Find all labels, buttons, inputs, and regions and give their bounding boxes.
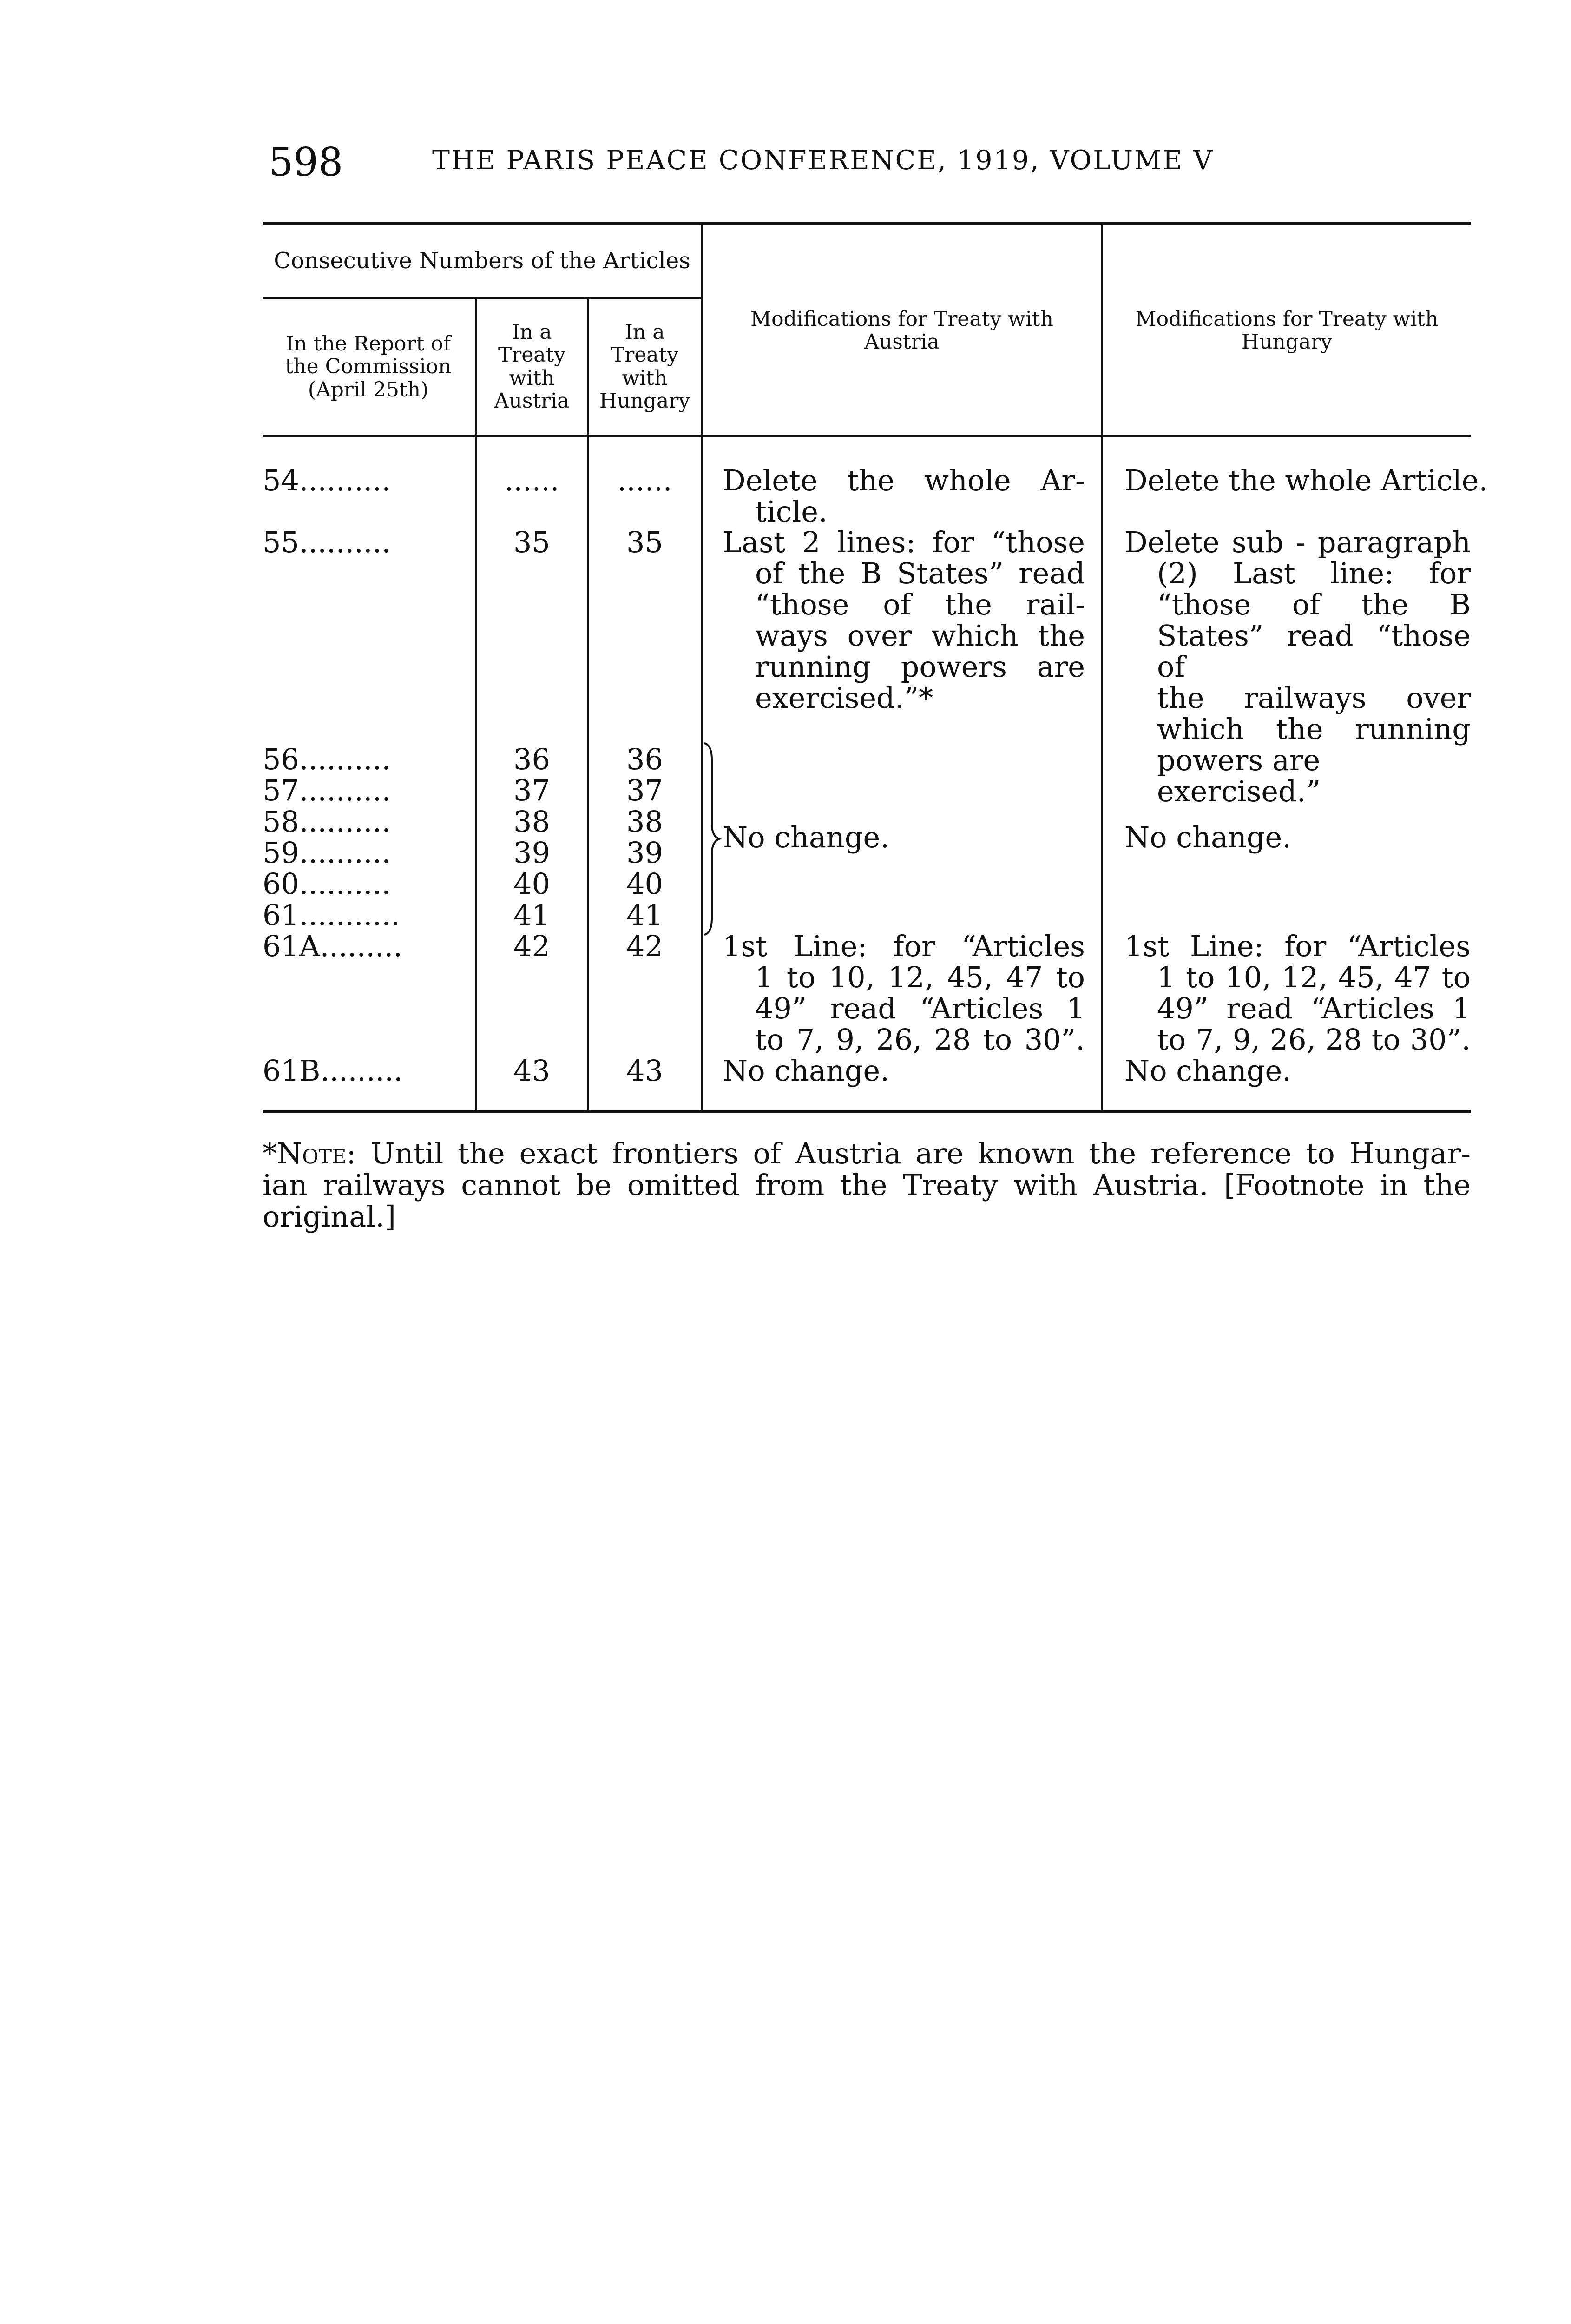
article-number [263, 1055, 403, 1086]
header-report-line: In the Report of [285, 332, 451, 356]
col-divider-hungary [701, 223, 703, 1111]
grouping-brace [701, 741, 724, 937]
table-top-rule [263, 222, 1471, 225]
header-mod-hungary [1103, 308, 1471, 354]
dot-leader: ......... [320, 929, 403, 963]
austria-number: 35 [513, 525, 550, 559]
mod-line: 1st Line: for “Articles [723, 929, 1085, 963]
article-number [263, 899, 400, 931]
table-bottom-rule [263, 1110, 1471, 1113]
col-divider-austria [587, 297, 589, 1111]
mod-line: ways over which the [755, 619, 1085, 653]
mod-line: Delete the whole Ar- [723, 463, 1085, 497]
dot-leader: ......... [320, 1054, 403, 1088]
footnote-line: ian railways cannot be omitted from the Treaty with Austria. [Footnote in the [263, 1168, 1471, 1202]
hungary-number: 41 [626, 898, 663, 932]
hungary-number: 37 [626, 773, 663, 807]
article-number-value: 61 [263, 898, 299, 932]
header-report-line: the Commission [285, 355, 452, 379]
article-number [263, 527, 391, 558]
footnote-text: Until the exact frontiers of Austria are known the reference to Hungar- [370, 1136, 1471, 1170]
mod-line: “those of the B [1157, 588, 1471, 621]
header-hungary-line: In a [624, 320, 665, 344]
article-number-value: 60 [263, 867, 299, 901]
article-number-value: 57 [263, 773, 299, 807]
hungary-number: ...... [617, 463, 672, 497]
header-mod-austria-line: Austria [864, 330, 940, 354]
article-number-value: 58 [263, 805, 299, 838]
mod-austria-art61a [723, 931, 1085, 1055]
header-mod-austria [703, 308, 1101, 354]
mod-line: the railways over [1157, 681, 1471, 715]
footnote-line: *Note: Until the exact frontiers of Austria are known the reference to Hungar- [263, 1136, 1471, 1170]
mod-austria-art55 [723, 527, 1085, 713]
dot-leader: .......... [299, 773, 391, 807]
mod-hungary-grouped: No change. [1124, 820, 1291, 854]
austria-number: 39 [513, 836, 550, 870]
footnote-label: Note [277, 1136, 347, 1170]
header-hungary-line: Hungary [599, 389, 690, 413]
austria-number: 36 [513, 742, 550, 776]
mod-line: (2) Last line: for [1157, 556, 1471, 590]
mod-austria-grouped: No change. [723, 820, 889, 854]
austria-number: ...... [504, 463, 559, 497]
header-austria-line: Austria [494, 389, 570, 413]
dot-leader: ........... [299, 898, 400, 932]
article-number [263, 744, 391, 775]
mod-line: of the B States” read [755, 556, 1085, 590]
article-number [263, 931, 402, 962]
article-number-value: 61B [263, 1054, 321, 1088]
header-mod-hungary-line: Hungary [1241, 330, 1333, 354]
article-number-value: 55 [263, 525, 299, 559]
dot-leader: .......... [299, 742, 391, 776]
dot-leader: .......... [299, 805, 391, 838]
article-number-value: 56 [263, 742, 299, 776]
mod-line: Delete sub - paragraph [1124, 525, 1471, 559]
article-number [263, 868, 391, 899]
header-report-line: (April 25th) [308, 377, 429, 402]
footnote-marker: * [263, 1136, 277, 1170]
austria-number: 37 [513, 773, 550, 807]
hungary-number: 36 [626, 742, 663, 776]
dot-leader: .......... [299, 463, 391, 497]
article-number [263, 465, 391, 496]
header-mod-hungary-line: Modifications for Treaty with [1135, 307, 1439, 331]
group-header-label: Consecutive Numbers of the Articles [274, 248, 690, 274]
article-number-value: 61A [263, 929, 320, 963]
mod-austria-art61b: No change. [723, 1054, 889, 1088]
hungary-number: 38 [626, 805, 663, 838]
article-number [263, 775, 391, 806]
article-number [263, 837, 391, 868]
mod-austria-art54 [723, 465, 1085, 527]
austria-number: 40 [513, 867, 550, 901]
mod-line: 1 to 10, 12, 45, 47 to [755, 960, 1085, 994]
header-hungary-line: with [622, 366, 668, 390]
mod-line: States” read “those of [1157, 619, 1471, 684]
hungary-number: 40 [626, 867, 663, 901]
mod-hungary-art61b: No change. [1124, 1054, 1291, 1088]
dot-leader: .......... [299, 525, 391, 559]
header-bottom-rule [263, 435, 1471, 437]
header-hungary [589, 321, 701, 412]
footnote [263, 1138, 1471, 1233]
article-number [263, 806, 391, 837]
hungary-number: 39 [626, 836, 663, 870]
running-head: THE PARIS PEACE CONFERENCE, 1919, VOLUME V [432, 145, 1214, 176]
group-header-rule [263, 297, 702, 299]
dot-leader: .......... [299, 836, 391, 870]
footnote-line: original.] [263, 1200, 396, 1234]
austria-number: 42 [513, 929, 550, 963]
mod-line: Last 2 lines: for “those [723, 525, 1085, 559]
mod-line: ticle. [755, 495, 828, 528]
article-number-value: 59 [263, 836, 299, 870]
mod-line: to 7, 9, 26, 28 to 30”. [1157, 1023, 1471, 1056]
mod-line: “those of the rail- [755, 588, 1085, 621]
group-header [263, 249, 702, 274]
austria-number: 38 [513, 805, 550, 838]
mod-line: to 7, 9, 26, 28 to 30”. [755, 1023, 1085, 1056]
mod-line: 1 to 10, 12, 45, 47 to [1157, 960, 1471, 994]
header-austria-line: Treaty [498, 343, 566, 367]
hungary-number: 35 [626, 525, 663, 559]
header-mod-austria-line: Modifications for Treaty with [750, 307, 1053, 331]
austria-number: 43 [513, 1054, 550, 1088]
hungary-number: 42 [626, 929, 663, 963]
mod-line: powers are exercised.” [1157, 743, 1321, 808]
article-number-value: 54 [263, 463, 299, 497]
header-hungary-line: Treaty [611, 343, 679, 367]
header-austria-line: with [509, 366, 555, 390]
austria-number: 41 [513, 898, 550, 932]
mod-hungary-art55 [1124, 527, 1471, 807]
dot-leader: .......... [299, 867, 391, 901]
mod-line: 49” read “Articles 1 [1157, 991, 1471, 1025]
col-divider-mods [1101, 223, 1103, 1111]
mod-line: exercised.”* [755, 681, 933, 715]
mod-line: which the running [1157, 712, 1471, 746]
mod-line: running powers are [755, 650, 1085, 684]
header-austria-line: In a [512, 320, 552, 344]
mod-line: 1st Line: for “Articles [1124, 929, 1471, 963]
mod-line: 49” read “Articles 1 [755, 991, 1085, 1025]
page-number: 598 [269, 139, 343, 185]
header-austria [477, 321, 587, 412]
hungary-number: 43 [626, 1054, 663, 1088]
mod-hungary-art54: Delete the whole Article. [1124, 463, 1488, 497]
mod-hungary-art61a [1124, 931, 1471, 1055]
header-report [263, 332, 474, 401]
col-divider-report [475, 297, 477, 1111]
